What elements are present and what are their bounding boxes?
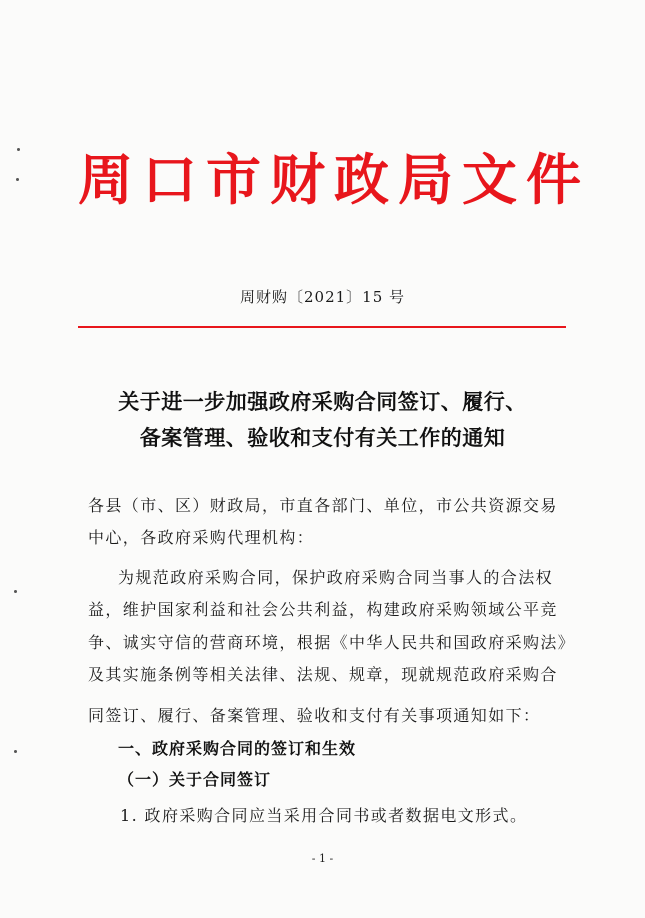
subsection-heading: （一）关于合同签订 <box>118 770 272 789</box>
header-divider <box>78 326 566 328</box>
body-line: 同签订、履行、备案管理、验收和支付有关事项通知如下： <box>88 706 541 725</box>
body-line: 为规范政府采购合同，保护政府采购合同当事人的合法权 <box>118 568 554 587</box>
body-line: 争、诚实守信的营商环境，根据《中华人民共和国政府采购法》 <box>88 633 576 652</box>
list-item: 1. 政府采购合同应当采用合同书或者数据电文形式。 <box>120 806 528 825</box>
document-title-line: 备案管理、验收和支付有关工作的通知 <box>139 426 506 450</box>
section-heading: 一、政府采购合同的签订和生效 <box>118 739 357 758</box>
body-line: 及其实施条例等相关法律、法规、规章，现就规范政府采购合 <box>88 665 558 684</box>
page-number: - 1 - <box>311 852 334 865</box>
scan-speck <box>14 590 17 593</box>
scan-speck <box>17 148 20 151</box>
document-title <box>60 384 585 456</box>
document-title-line: 关于进一步加强政府采购合同签订、履行、 <box>118 390 527 414</box>
body-line: 中心，各政府采购代理机构： <box>88 528 315 547</box>
body-line: 益，维护国家利益和社会公共利益，构建政府采购领域公平竞 <box>88 600 558 619</box>
scan-speck <box>16 178 19 181</box>
issuer-header-title: 周口市财政局文件 <box>78 147 591 212</box>
document-number: 周财购〔2021〕15 号 <box>239 288 406 306</box>
scan-speck <box>14 750 17 753</box>
body-line: 各县（市、区）财政局，市直各部门、单位，市公共资源交易 <box>88 496 558 515</box>
